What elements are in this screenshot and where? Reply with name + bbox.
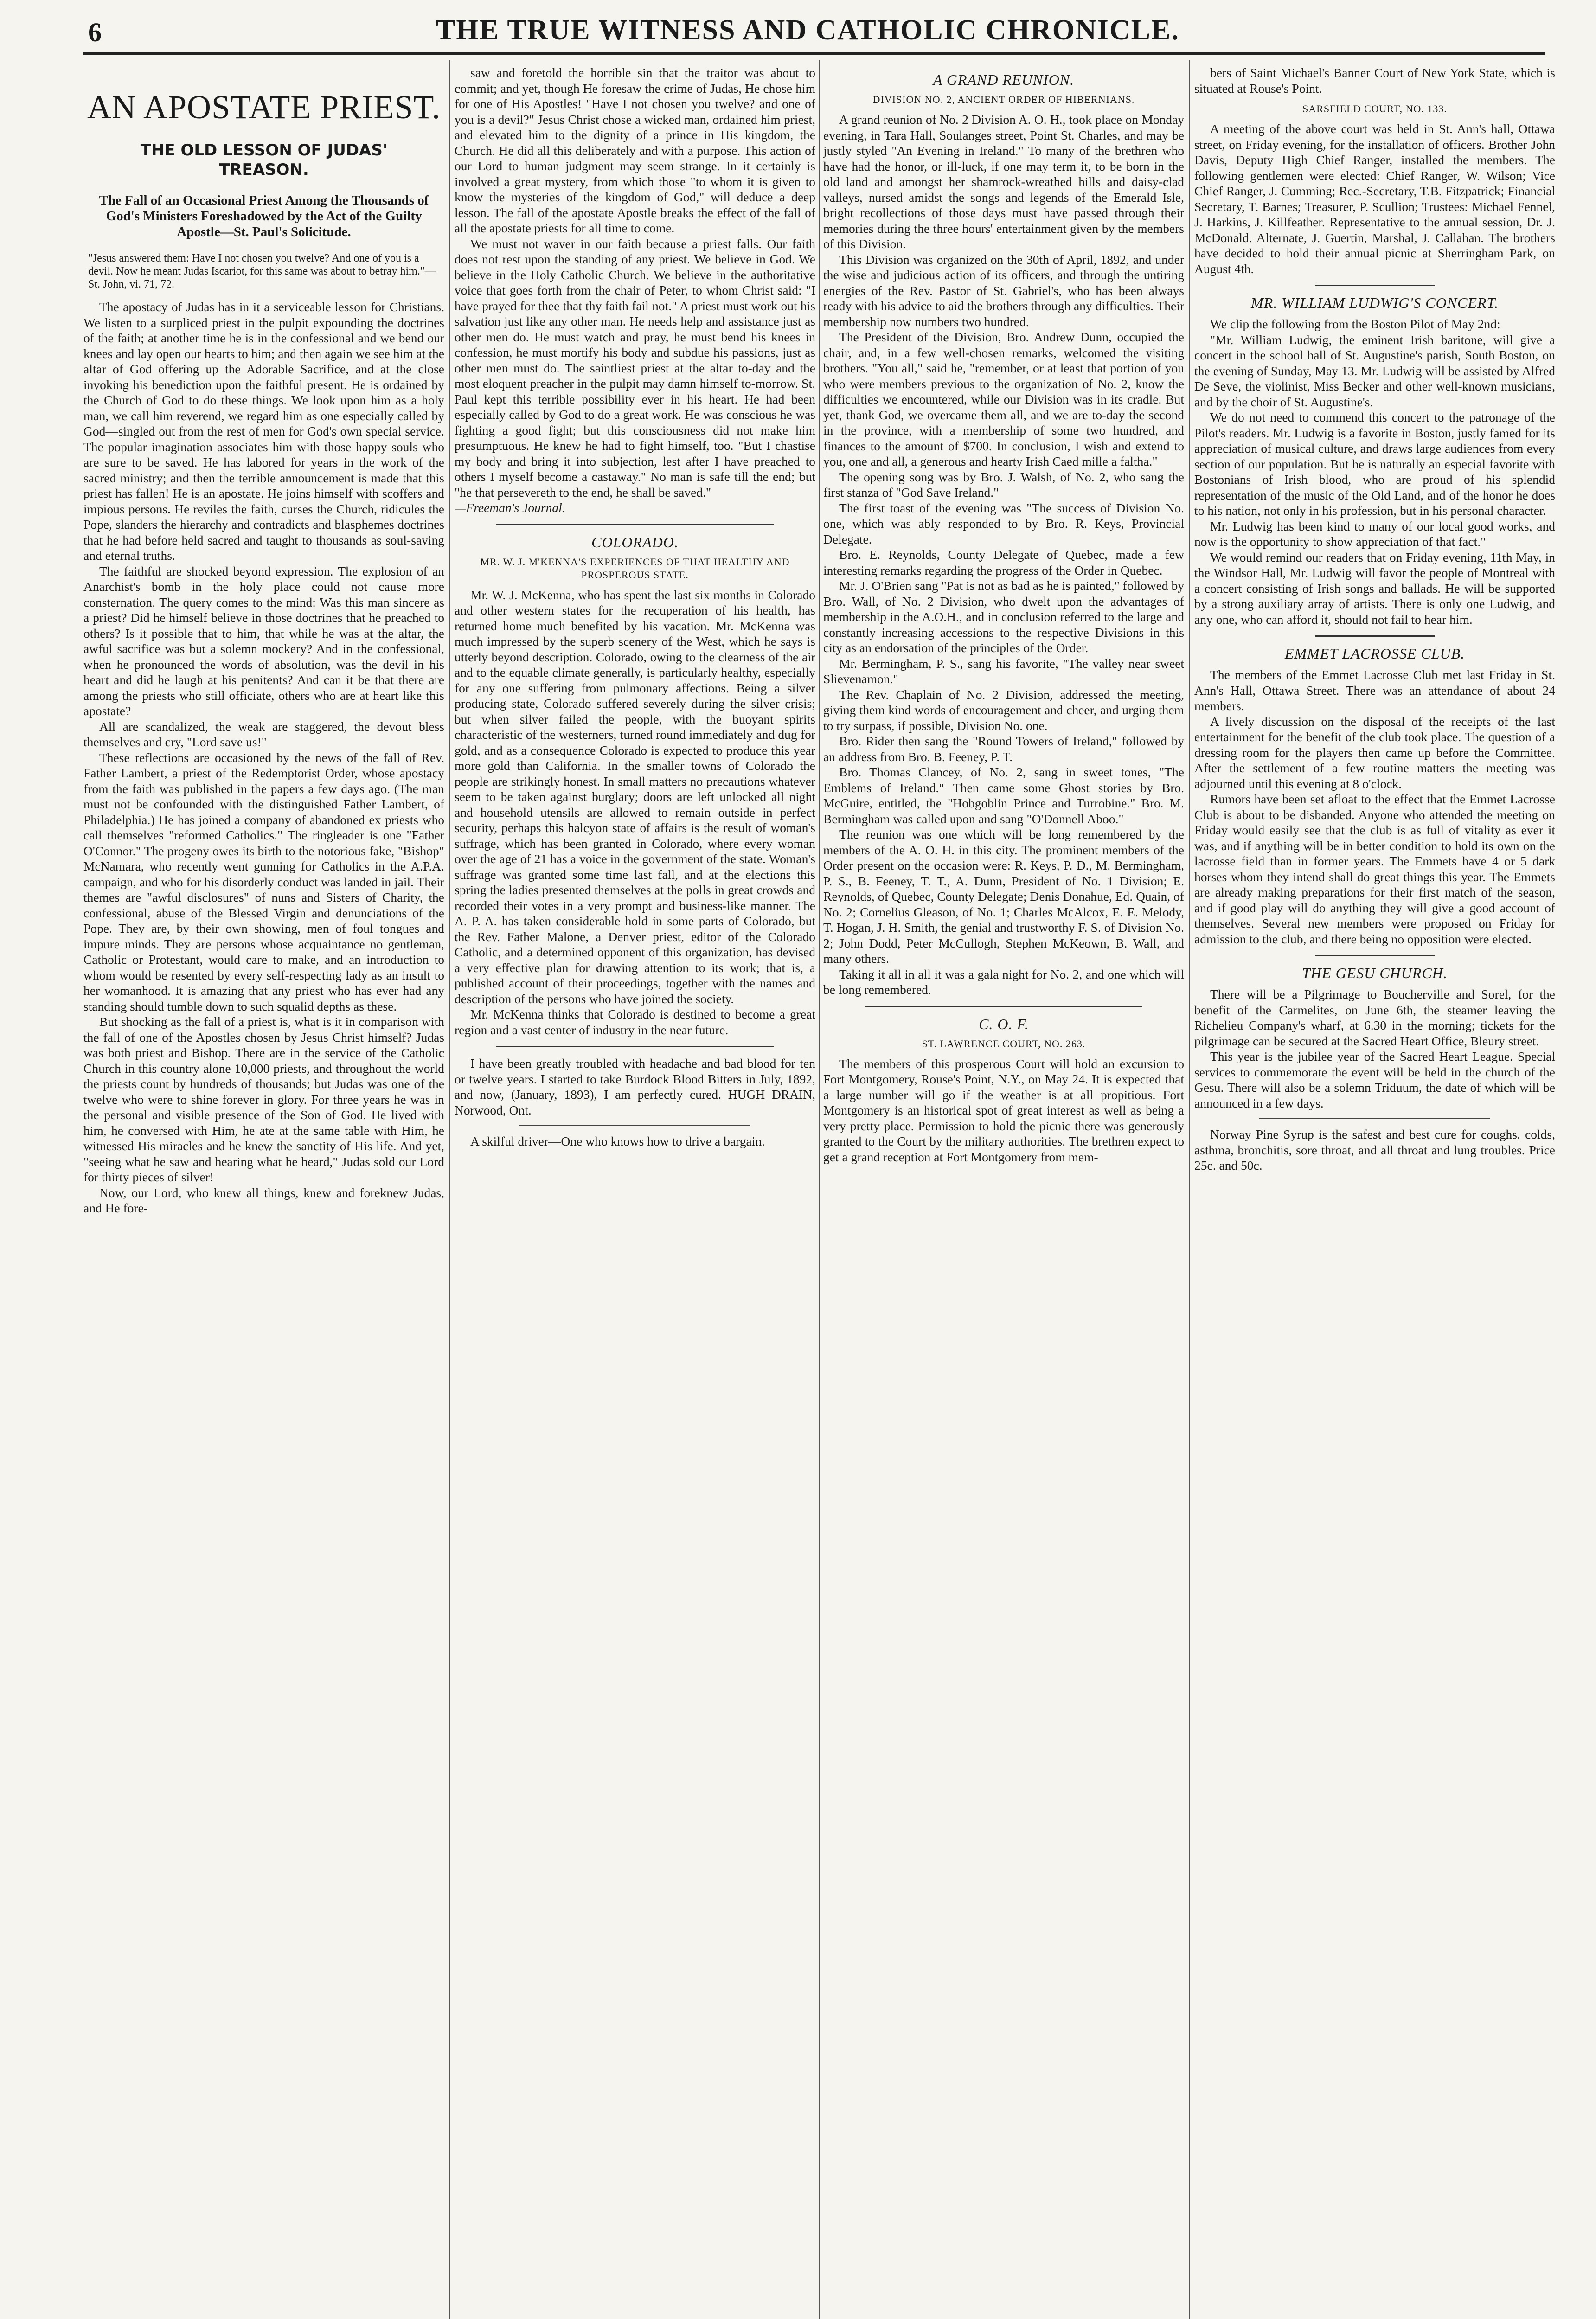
paragraph: Bro. E. Reynolds, County Delegate of Quebec, made a few interesting remarks regarding the progress of the Order in Quebec. xyxy=(823,547,1184,577)
separator xyxy=(1259,1118,1490,1119)
advertisement: Norway Pine Syrup is the safest and best cure for coughs, colds, asthma, bronchitis, sore throat, and all throat and lung troubles. Price 25c. and 50c. xyxy=(1194,1127,1555,1172)
paragraph: Mr. W. J. McKenna, who has spent the last six months in Colorado and other western states for the recuperation of his health, has returned home much benefited by his vacation. Mr. McKenna was much impressed by the superb scenery of the West, which he says is utterly beyond description. Colorado, owing to the clearness of the air and to the equable climate generally, is particularly healthy, especially for any one suffering from pulmonary affections. Being a silver producing state, Colorado suffered severely during the silver crisis; but when silver failed the people, with the buoyant spirits characteristic of the westerners, turned round immediately and dug for gold, and as a consequence Colorado is expected to produce this year more gold than California. In the smaller towns of Colorado the people are strikingly honest. In small matters no precautions whatever seem to be taken against burglary; doors are left unlocked all night and household utensils are allowed to remain outside in perfect security, perhaps this halcyon state of affairs is the result of woman's suffrage, which has been granted in Colorado, where every woman over the age of 21 has a voice in the government of the state. Woman's suffrage was granted some time last fall, and at the elections this spring the ladies presented themselves at the polls in great crowds and recorded their votes in a very prompt and business-like manner. The A. P. A. has taken considerable hold in some parts of Colorado, but the Rev. Father Malone, a Denver priest, editor of the Colorado Catholic, and a determined opponent of this organization, has devised a very effective plan for drawing attention to its work; that is, a published account of their proceedings, together with the names and description of the persons who have joined the society. xyxy=(455,587,815,1006)
column-2 xyxy=(455,65,815,2319)
section-heading: EMMET LACROSSE CLUB. xyxy=(1284,645,1465,662)
section-subheading: ST. LAWRENCE COURT, NO. 263. xyxy=(922,1038,1086,1050)
paragraph: But shocking as the fall of a priest is, what is it in comparison with the fall of one of the Apostles chosen by Jesus Christ himself? Judas was both priest and Bishop. There are in the service of the Catholic Church in this country alone 10,000 priests, and throughout the world the priests count by hundreds of thousands; but Judas was one of the twelve who were to shine forever in glory. For three years he was in the personal and visible presence of the Son of God. He lived with him, he conversed with Him, he ate at the same table with Him, he witnessed His miracles and he knew the sanctity of His life. And yet, "seeing what he saw and hearing what he heard," Judas sold our Lord for thirty pieces of silver! xyxy=(83,1014,444,1184)
paragraph: Mr. Ludwig has been kind to many of our local good works, and now is the opportunity to show appreciation of that fact." xyxy=(1194,519,1555,549)
section-rule xyxy=(1315,285,1435,286)
article-subhead: THE OLD LESSON OF JUDAS' TREASON. xyxy=(140,141,388,179)
article-deck: The Fall of an Occasional Priest Among the Thousands of God's Ministers Foreshadowed by the Act of the Guilty Apostle—St. Paul's Solicitude. xyxy=(99,193,429,239)
paragraph: A skilful driver—One who knows how to drive a bargain. xyxy=(470,1134,765,1148)
paragraph: We must not waver in our faith because a priest falls. Our faith does not rest upon the standing of any priest. We believe in God. We believe in the Holy Catholic Church. We believe in the authoritative voice that goes forth from the chair of Peter, to whom Christ said: "I have prayed for thee that thy faith fail not." A priest must work out his salvation just like any other man. He needs help and assistance just as other men do. He must watch and pray, he must bend his knees in confession, he must mortify his body and subdue his passions, just as other men must do. The saintliest priest at the altar to-day and the most eloquent preacher in the pulpit may damn himself to-morrow. St. Paul kept this terrible possibility ever in his heart. He had been especially called by God to do a great work. He was conscious he was fighting a good fight; but this consciousness did not make him presumptuous. He knew he had to fight himself, too. "But I chastise my body and bring it into subjection, lest after I have preached to others I myself become a castaway." No man is safe till the end; but "he that persevereth to the end, he shall be saved." xyxy=(455,236,815,500)
paragraph: The Rev. Chaplain of No. 2 Division, addressed the meeting, giving them kind words of encouragement and cheer, and urging them to try surpass, if possible, Division No. one. xyxy=(823,687,1184,733)
newspaper-title: THE TRUE WITNESS AND CATHOLIC CHRONICLE. xyxy=(436,14,1179,46)
section-heading: C. O. F. xyxy=(979,1015,1029,1032)
paragraph: "Mr. William Ludwig, the eminent Irish baritone, will give a concert in the school hall of St. Augustine's parish, South Boston, on the evening of Sunday, May 13. Mr. Ludwig will be assisted by Alfred De Seve, the violinist, Miss Becker and other well-known musicians, and by the choir of St. Augustine's. xyxy=(1194,332,1555,409)
column-divider xyxy=(1189,60,1190,2319)
paragraph: The first toast of the evening was "The success of Division No. one, which was ably responded to by Bro. R. Keys, Provincial Delegate. xyxy=(823,500,1184,546)
section-rule xyxy=(496,524,774,525)
paragraph: Bro. Rider then sang the "Round Towers of Ireland," followed by an address from Bro. B. Feeney, P. T. xyxy=(823,734,1184,764)
page-number: 6 xyxy=(88,17,102,47)
paragraph: Now, our Lord, who knew all things, knew and foreknew Judas, and He fore- xyxy=(83,1185,444,1215)
article-headline: AN APOSTATE PRIEST. xyxy=(87,89,441,126)
paragraph: The President of the Division, Bro. Andrew Dunn, occupied the chair, and, in a few well-chosen remarks, welcomed the visiting brothers. "You all," said he, "remember, or at least that portion of you who were members previous to the organization of No. 2, know the difficulties we encountered, while our Division was in its cradle. But yet, thank God, we overcame them all, and we are to-day the second in the province, with a membership of some two hundred, and finances to the amount of $700. In conclusion, I wish and extend to you, one and all, a generous and hearty Irish Caed mille a faltha." xyxy=(823,330,1184,468)
masthead-rule xyxy=(83,52,1545,55)
masthead xyxy=(83,0,1545,56)
paragraph: A grand reunion of No. 2 Division A. O. H., took place on Monday evening, in Tara Hall, Soulanges street, Point St. Charles, and may be justly styled "An Evening in Ireland." To many of the brethren who have had the honor, or ill-luck, if one may term it, to be born in the old land and amongst her shamrock-wreathed hills and daisy-clad valleys, nursed amidst the songs and legends of the Emerald Isle, bright recollections of those days must have passed through their memories during the three hours' entertainment given by the members of this Division. xyxy=(823,112,1184,251)
paragraph: We do not need to commend this concert to the patronage of the Pilot's readers. Mr. Ludwig is a favorite in Boston, justly famed for its appreciation of musical culture, and draws large audiences from every section of our population. But he is naturally an especial favorite with Bostonians of Irish blood, who are proud of his splendid representation of the music of the Old Land, and of the honor he does to his nation, not only in his profession, but in his personal character. xyxy=(1194,410,1555,518)
section-rule xyxy=(865,1006,1142,1007)
section-subheading: MR. W. J. M'KENNA'S EXPERIENCES OF THAT HEALTHY AND PROSPEROUS STATE. xyxy=(480,556,790,581)
paragraph: The apostacy of Judas has in it a serviceable lesson for Christians. We listen to a surpliced priest in the pulpit expounding the doctrines of the faith; at another time he is in the confessional and we bend our knees and lay open our hearts to him; and then again we see him at the altar of God offering up the Adorable Sacrifice, and at the close invoking his benediction upon the faithful present. He is ordained by the Church of God to do these things. We look upon him as a holy man, we call him reverend, we regard him as one especially called by God—singled out from the rest of men for God's own special service. The popular imagination associates him with those happy souls who are sure to be saved. He has labored for years in the work of the sacred ministry; and then the terrible announcement is made that this priest has fallen! He is an apostate. He joins himself with scoffers and impious persons. He reviles the faith, curses the Church, ridicules the Pope, slanders the hierarchy and contradicts and blasphemes doctrines that he had before held sacred and taught to thousands as soul-saving and eternal truths. xyxy=(83,300,444,563)
paragraph: The opening song was by Bro. J. Walsh, of No. 2, who sang the first stanza of "God Save Ireland." xyxy=(823,469,1184,500)
advertisement: I have been greatly troubled with headache and bad blood for ten or twelve years. I started to take Burdock Blood Bitters in July, 1892, and now, (January, 1893), I am perfectly cured. HUGH DRAIN, Norwood, Ont. xyxy=(455,1056,815,1117)
paragraph: These reflections are occasioned by the news of the fall of Rev. Father Lambert, a priest of the Redemptorist Order, whose apostacy from the faith was published in the papers a few days ago. (The man must not be confounded with the distinguished Father Lambert, of Philadelphia.) He has joined a company of abandoned ex priests who call themselves "reformed Catholics." The ringleader is one "Father O'Connor." The progeny owes its birth to the notorious fake, "Bishop" McNamara, who recently went gunning for Catholics in the A.P.A. campaign, and who for his disorderly conduct was landed in jail. Their themes are "awful disclosures" of nuns and Sisters of Charity, the confessional, abuse of the Blessed Virgin and denunciations of the Pope. They are, by their own showing, men of foul tongues and impure minds. They are persons whose acquaintance no gentleman, Catholic or Protestant, would care to make, and an introduction to whom would be resented by every self-respecting lady as an insult to her womanhood. It is amazing that any priest who has ever had any standing should tumble down to such squalid depths as these. xyxy=(83,750,444,1013)
section-rule xyxy=(496,1046,774,1047)
column-divider xyxy=(449,60,450,2319)
paragraph: Mr. Bermingham, P. S., sang his favorite, "The valley near sweet Slievenamon." xyxy=(823,656,1184,686)
paragraph: This year is the jubilee year of the Sacred Heart League. Special services to commemorate the event will be held in the church of the Gesu. There will also be a solemn Triduum, the date of which will be announced in a few days. xyxy=(1194,1049,1555,1110)
column-divider xyxy=(819,60,820,2319)
paragraph: Rumors have been set afloat to the effect that the Emmet Lacrosse Club is about to be disbanded. Anyone who attended the meeting on Friday would easily see that the club is as full of vitality as ever it was, and if anything will be in better condition to hold its own on the lacrosse field than in former years. The Emmets have 4 or 5 dark horses whom they intend shall do great things this year. The Emmets are already making preparations for their first match of the season, and if good play will do anything they will give a good account of themselves. Several new members were proposed on Friday for admission to the club, and there being no opposition were elected. xyxy=(1194,792,1555,946)
paragraph: All are scandalized, the weak are staggered, the devout bless themselves and cry, "Lord save us!" xyxy=(83,719,444,749)
section-heading: A GRAND REUNION. xyxy=(933,71,1075,88)
section-rule xyxy=(1315,635,1435,637)
paragraph: The reunion was one which will be long remembered by the members of the A. O. H. in this city. The prominent members of the Order present on the occasion were: R. Keys, P. D., M. Bermingham, P. S., B. Feeney, T. T., A. Dunn, President of No. 1 Division; E. Reynolds, of Quebec, County Delegate; Denis Donahue, Ed. Quain, of No. 2; Cornelius Gleason, of No. 1; Charles McAlcox, E. E. Melody, T. Hogan, J. H. Smith, the genial and trustworthy F. S. of Division No. 2; John Dodd, Peter McCullogh, Stephen McKeown, B. Wall, and many others. xyxy=(823,827,1184,966)
column-4 xyxy=(1194,65,1555,2319)
paragraph: Taking it all in all it was a gala night for No. 2, and one which will be long remembered. xyxy=(823,967,1184,997)
paragraph: The members of the Emmet Lacrosse Club met last Friday in St. Ann's Hall, Ottawa Street. There was an attendance of about 24 members. xyxy=(1194,667,1555,713)
separator xyxy=(519,1125,750,1126)
paragraph: A meeting of the above court was held in St. Ann's hall, Ottawa street, on Friday evening, for the installation of officers. Brother John Davis, Deputy High Chief Ranger, installed the members. The following gentlemen were elected: Chief Ranger, W. Wilson; Vice Chief Ranger, J. Cumming; Rec.-Secretary, T.B. Fitzpatrick; Financial Secretary, T. Barnes; Treasurer, P. Scullion; Trustees: Michael Fennel, J. Harkins, J. Killfeather. Representative to the annual session, Dr. J. McDonald. Alternate, J. Guertin, Marshal, J. Callahan. The brothers have decided to hold their annual picnic at Sherringham Park, on August 4th. xyxy=(1194,122,1555,276)
paragraph: saw and foretold the horrible sin that the traitor was about to commit; and yet, though He foresaw the crime of Judas, He chose him for one of His Apostles! "Have I not chosen you twelve? and one of you is a devil?" Jesus Christ chose a wicked man, ordained him priest, and elevated him to the dignity of a prince in His kingdom, the Church. He did all this deliberately and with a purpose. This action of our Lord to human judgment may seem strange. In it certainly is involved a great mystery, from which those "to whom it is given to know the mysteries of the kingdom of God," will deduce a deep lesson. The fall of the apostate Apostle breaks the effect of the fall of all the apostate priests for all time to come. xyxy=(455,65,815,235)
section-heading: THE GESU CHURCH. xyxy=(1302,965,1448,981)
article-signoff: —Freeman's Journal. xyxy=(455,500,565,515)
paragraph: A lively discussion on the disposal of the receipts of the last entertainment for the benefit of the club took place. The question of a dressing room for the players then came up before the Committee. After the settlement of a few routine matters the meeting was adjourned until this evening at 8 o'clock. xyxy=(1194,714,1555,791)
section-heading: MR. WILLIAM LUDWIG'S CONCERT. xyxy=(1251,295,1499,311)
article-epigraph: "Jesus answered them: Have I not chosen you twelve? And one of you is a devil. Now he meant Judas Iscariot, for this same was about to betray him."—St. John, vi. 71, 72. xyxy=(88,252,436,290)
column-3 xyxy=(823,65,1184,2319)
paragraph: We would remind our readers that on Friday evening, 11th May, in the Windsor Hall, Mr. Ludwig will favor the people of Montreal with a concert consisting of Irish songs and ballads. He will be supported by a strong auxiliary array of artists. There is only one Ludwig, and any one, who can afford it, should not fail to hear him. xyxy=(1194,550,1555,627)
section-rule xyxy=(1315,955,1435,956)
paragraph: There will be a Pilgrimage to Boucherville and Sorel, for the benefit of the Carmelites, on June 6th, the steamer leaving the Richelieu Company's wharf, at 6.30 in the morning; tickets for the pilgrimage can be secured at the Sacred Heart Office, Bleury street. xyxy=(1194,987,1555,1048)
section-subheading: DIVISION NO. 2, ANCIENT ORDER OF HIBERNIANS. xyxy=(872,94,1135,105)
paragraph: This Division was organized on the 30th of April, 1892, and under the wise and judicious action of its officers, and through the untiring energies of the Rev. Pastor of St. Gabriel's, who has been always ready with his advice to aid the brothers through any difficulties. Their membership now numbers two hundred. xyxy=(823,252,1184,329)
paragraph: Bro. Thomas Clancey, of No. 2, sang in sweet tones, "The Emblems of Ireland." Then came some Ghost stories by Bro. McGuire, entitled, the "Hobgoblin Prince and Turrobine." Bro. M. Bermingham was called upon and sang "O'Donnell Aboo." xyxy=(823,765,1184,826)
paragraph: We clip the following from the Boston Pilot of May 2nd: xyxy=(1210,317,1500,331)
paragraph: bers of Saint Michael's Banner Court of New York State, which is situated at Rouse's Point. xyxy=(1194,65,1555,96)
paragraph: The faithful are shocked beyond expression. The explosion of an Anarchist's bomb in the holy place could not cause more consternation. The query comes to the mind: Was this man sincere as a priest? Did he himself believe in those doctrines that he preached to others? Is it possible that to him, that while he was at the altar, the awful sacrifice was but a solemn mockery? And in the confessional, when he pronounced the words of absolution, was the devil in his heart and did he laugh at his penitents? And can it be that there are among the priests who still officiate, others who are at heart like this apostate? xyxy=(83,564,444,718)
section-heading: COLORADO. xyxy=(591,533,679,551)
paragraph: Mr. J. O'Brien sang "Pat is not as bad as he is painted," followed by Bro. Wall, of No. 2 Division, who dwelt upon the advantages of membership in the A.O.H., and in conclusion referred to the large and constantly increasing accessions to the respective Divisions in this city as an endorsation of the principles of the Order. xyxy=(823,578,1184,655)
section-subheading: SARSFIELD COURT, NO. 133. xyxy=(1302,103,1447,115)
column-1 xyxy=(83,65,444,2319)
paragraph: The members of this prosperous Court will hold an excursion to Fort Montgomery, Rouse's Point, N.Y., on May 24. It is expected that a large number will go if the weather is at all propitious. Fort Montgomery is an historical spot of great interest as well as being a very pretty place. Permission to hold the picnic there was generously granted to the Court by the military authorities. The brethren expect to get a grand reception at Fort Montgomery from mem- xyxy=(823,1056,1184,1164)
paragraph: Mr. McKenna thinks that Colorado is destined to become a great region and a vast center of industry in the near future. xyxy=(455,1007,815,1037)
